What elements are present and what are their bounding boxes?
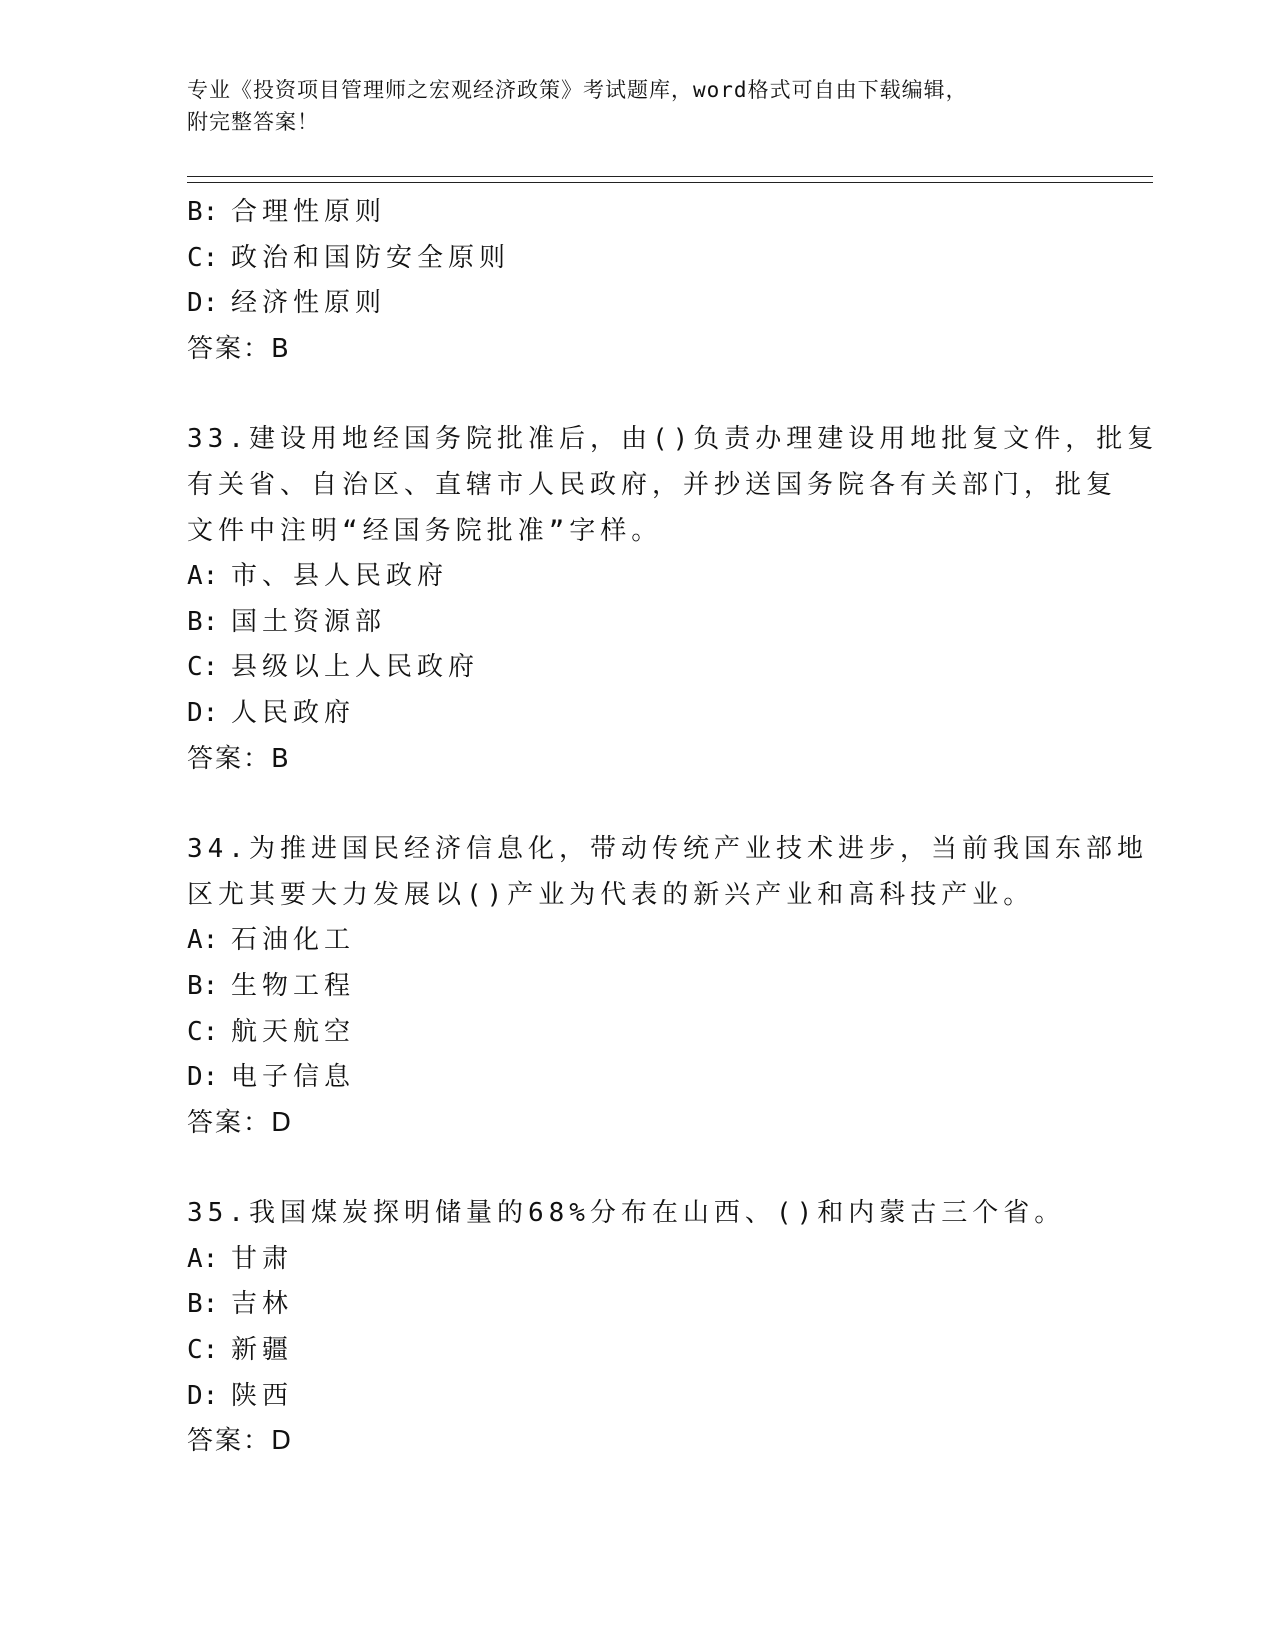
option-label: B: bbox=[187, 1289, 219, 1320]
option-label: D: bbox=[187, 697, 219, 728]
option-d bbox=[187, 1374, 1087, 1420]
option-text: 电子信息 bbox=[231, 1062, 356, 1093]
question-text-line: 33.建设用地经国务院批准后，由()负责办理建设用地批复文件，批复 bbox=[187, 424, 1159, 455]
answer-line: 答案：B bbox=[187, 333, 291, 364]
option-text: 陕西 bbox=[231, 1380, 294, 1411]
option-text: 吉林 bbox=[231, 1289, 294, 1320]
answer-line: 答案：B bbox=[187, 743, 291, 774]
document-header bbox=[187, 74, 1087, 138]
answer-line: 答案：D bbox=[187, 1426, 294, 1457]
option-text: 政治和国防安全原则 bbox=[231, 242, 511, 273]
option-c bbox=[187, 1010, 1087, 1056]
question-text-line: 35.我国煤炭探明储量的68%分布在山西、()和内蒙古三个省。 bbox=[187, 1198, 1066, 1229]
option-b bbox=[187, 1282, 1087, 1328]
question-34 bbox=[187, 827, 1148, 1146]
option-text: 航天航空 bbox=[231, 1016, 356, 1047]
spacer bbox=[187, 372, 1087, 417]
option-label: B: bbox=[187, 197, 219, 227]
question-text-line: 区尤其要大力发展以()产业为代表的新兴产业和高科技产业。 bbox=[187, 879, 1035, 910]
previous-question-block bbox=[187, 190, 1087, 372]
option-label: C: bbox=[187, 242, 219, 273]
option-label: D: bbox=[187, 288, 219, 319]
option-text: 经济性原则 bbox=[231, 288, 387, 319]
option-d bbox=[187, 1055, 1087, 1101]
option-a bbox=[187, 918, 1087, 964]
question-text-line: 34.为推进国民经济信息化，带动传统产业技术进步，当前我国东部地 bbox=[187, 834, 1148, 865]
option-label: C: bbox=[187, 1016, 219, 1047]
option-d bbox=[187, 281, 1087, 327]
option-text: 合理性原则 bbox=[231, 197, 387, 227]
option-label: B: bbox=[187, 606, 219, 637]
option-a bbox=[187, 554, 1087, 600]
option-text: 甘肃 bbox=[231, 1243, 294, 1274]
question-content bbox=[187, 190, 1159, 1465]
option-c bbox=[187, 236, 1087, 282]
option-c bbox=[187, 1328, 1087, 1374]
option-text: 市、县人民政府 bbox=[231, 561, 449, 592]
option-text: 人民政府 bbox=[231, 697, 356, 728]
option-text: 国土资源部 bbox=[231, 606, 387, 637]
option-text: 新疆 bbox=[231, 1335, 294, 1366]
option-c bbox=[187, 645, 1087, 691]
option-label: D: bbox=[187, 1062, 219, 1093]
answer-line: 答案：D bbox=[187, 1107, 294, 1138]
option-label: A: bbox=[187, 1243, 219, 1274]
option-b bbox=[187, 964, 1087, 1010]
option-label: C: bbox=[187, 652, 219, 683]
header-line-2: 附完整答案！ bbox=[187, 110, 319, 134]
option-label: C: bbox=[187, 1335, 219, 1366]
spacer bbox=[187, 782, 1087, 827]
question-text-line: 文件中注明“经国务院批准”字样。 bbox=[187, 515, 663, 546]
option-label: B: bbox=[187, 970, 219, 1001]
option-label: A: bbox=[187, 925, 219, 956]
spacer bbox=[187, 1146, 1087, 1191]
question-33 bbox=[187, 417, 1159, 782]
question-35 bbox=[187, 1191, 1087, 1465]
option-a bbox=[187, 1237, 1087, 1283]
option-text: 生物工程 bbox=[231, 970, 356, 1001]
option-b bbox=[187, 600, 1087, 646]
option-text: 县级以上人民政府 bbox=[231, 652, 480, 683]
header-divider-top bbox=[187, 176, 1153, 177]
question-text-line: 有关省、自治区、直辖市人民政府，并抄送国务院各有关部门，批复 bbox=[187, 469, 1118, 500]
option-b bbox=[187, 190, 1087, 236]
option-text: 石油化工 bbox=[231, 925, 356, 956]
header-line-1: 专业《投资项目管理师之宏观经济政策》考试题库，word格式可自由下载编辑， bbox=[187, 78, 968, 102]
option-label: D: bbox=[187, 1380, 219, 1411]
option-d bbox=[187, 691, 1087, 737]
option-label: A: bbox=[187, 561, 219, 592]
header-divider-bottom bbox=[187, 182, 1153, 183]
